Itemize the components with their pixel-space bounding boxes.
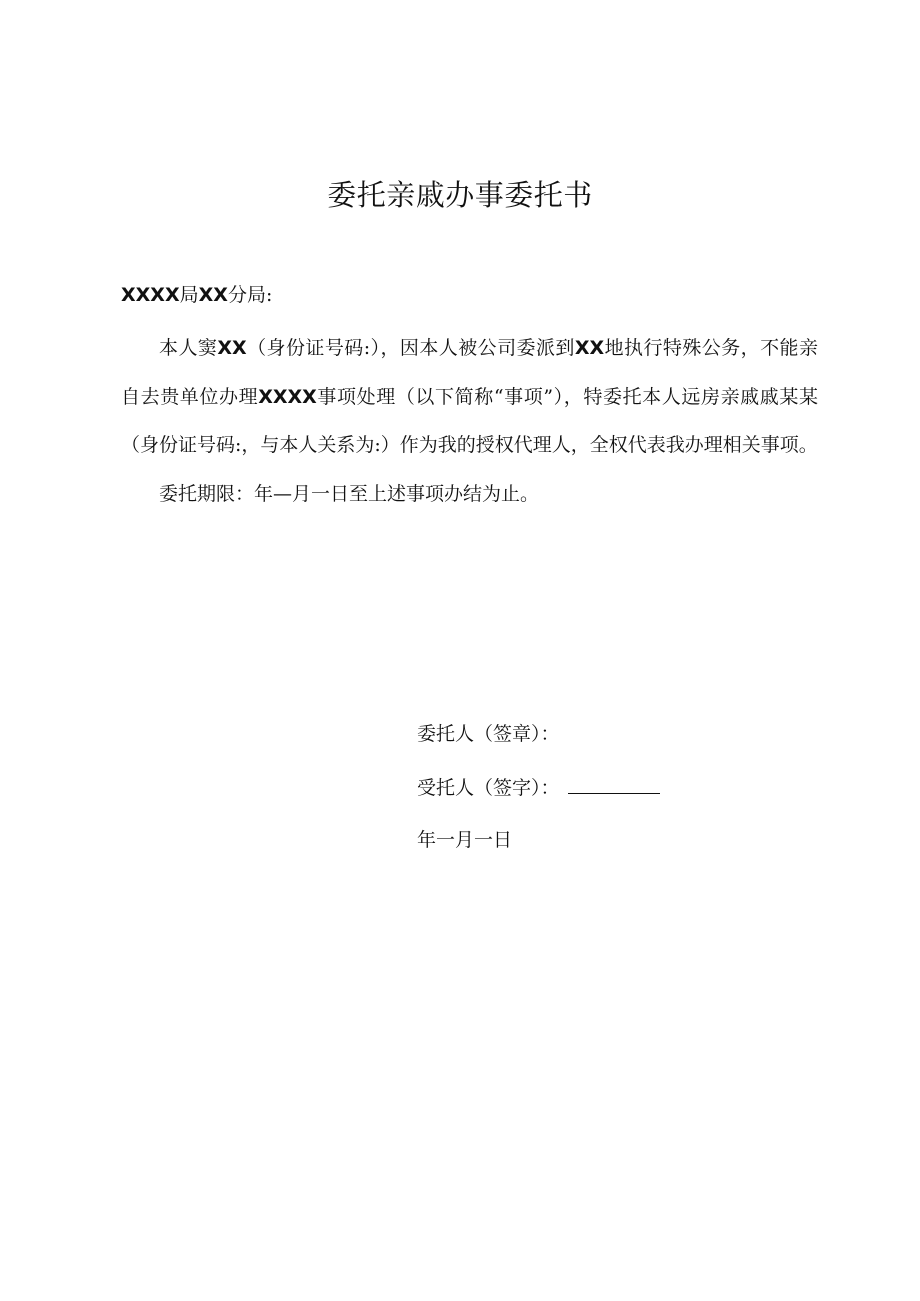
agent-signature-line: [417, 773, 660, 802]
document-body: [121, 324, 818, 519]
principal-name-placeholder: XX: [217, 337, 247, 359]
body-paragraph-1: [121, 324, 818, 470]
body-paragraph-2: 委托期限：年—月一日至上述事项办结为止。: [159, 483, 540, 506]
agent-signature-label: 受托人（签字）：: [417, 777, 560, 799]
addressee-org-placeholder: XXXX: [121, 284, 180, 306]
document-title: 委托亲戚办事委托书: [327, 178, 593, 212]
addressee-branch-placeholder: XX: [198, 284, 228, 306]
location-placeholder: XX: [574, 337, 605, 359]
paragraph1-segment: 地执行特殊公务，不能亲自去贵单位办理: [121, 337, 818, 408]
paragraph1-segment: （身份证号码:），因本人被公司委派到: [246, 337, 575, 359]
addressee-branch-suffix: 分局:: [227, 284, 273, 306]
signature-date: 年一月一日: [417, 829, 513, 851]
addressee-line: [121, 281, 272, 309]
matter-placeholder: XXXX: [258, 385, 317, 408]
principal-signature-line: [417, 720, 560, 748]
paragraph1-segment: 本人窦: [159, 337, 218, 359]
addressee-org-suffix: 局: [179, 284, 199, 306]
principal-signature-label: 委托人（签章）：: [417, 723, 560, 745]
paragraph1-segment: 事项处理（以下简称“事项”），特委托本人远房亲戚戚某某（身份证号码:，与本人关系为:）作为我的授权代理人，全权代表我办理相关事项。: [121, 385, 818, 457]
agent-signature-blank: [568, 773, 660, 794]
